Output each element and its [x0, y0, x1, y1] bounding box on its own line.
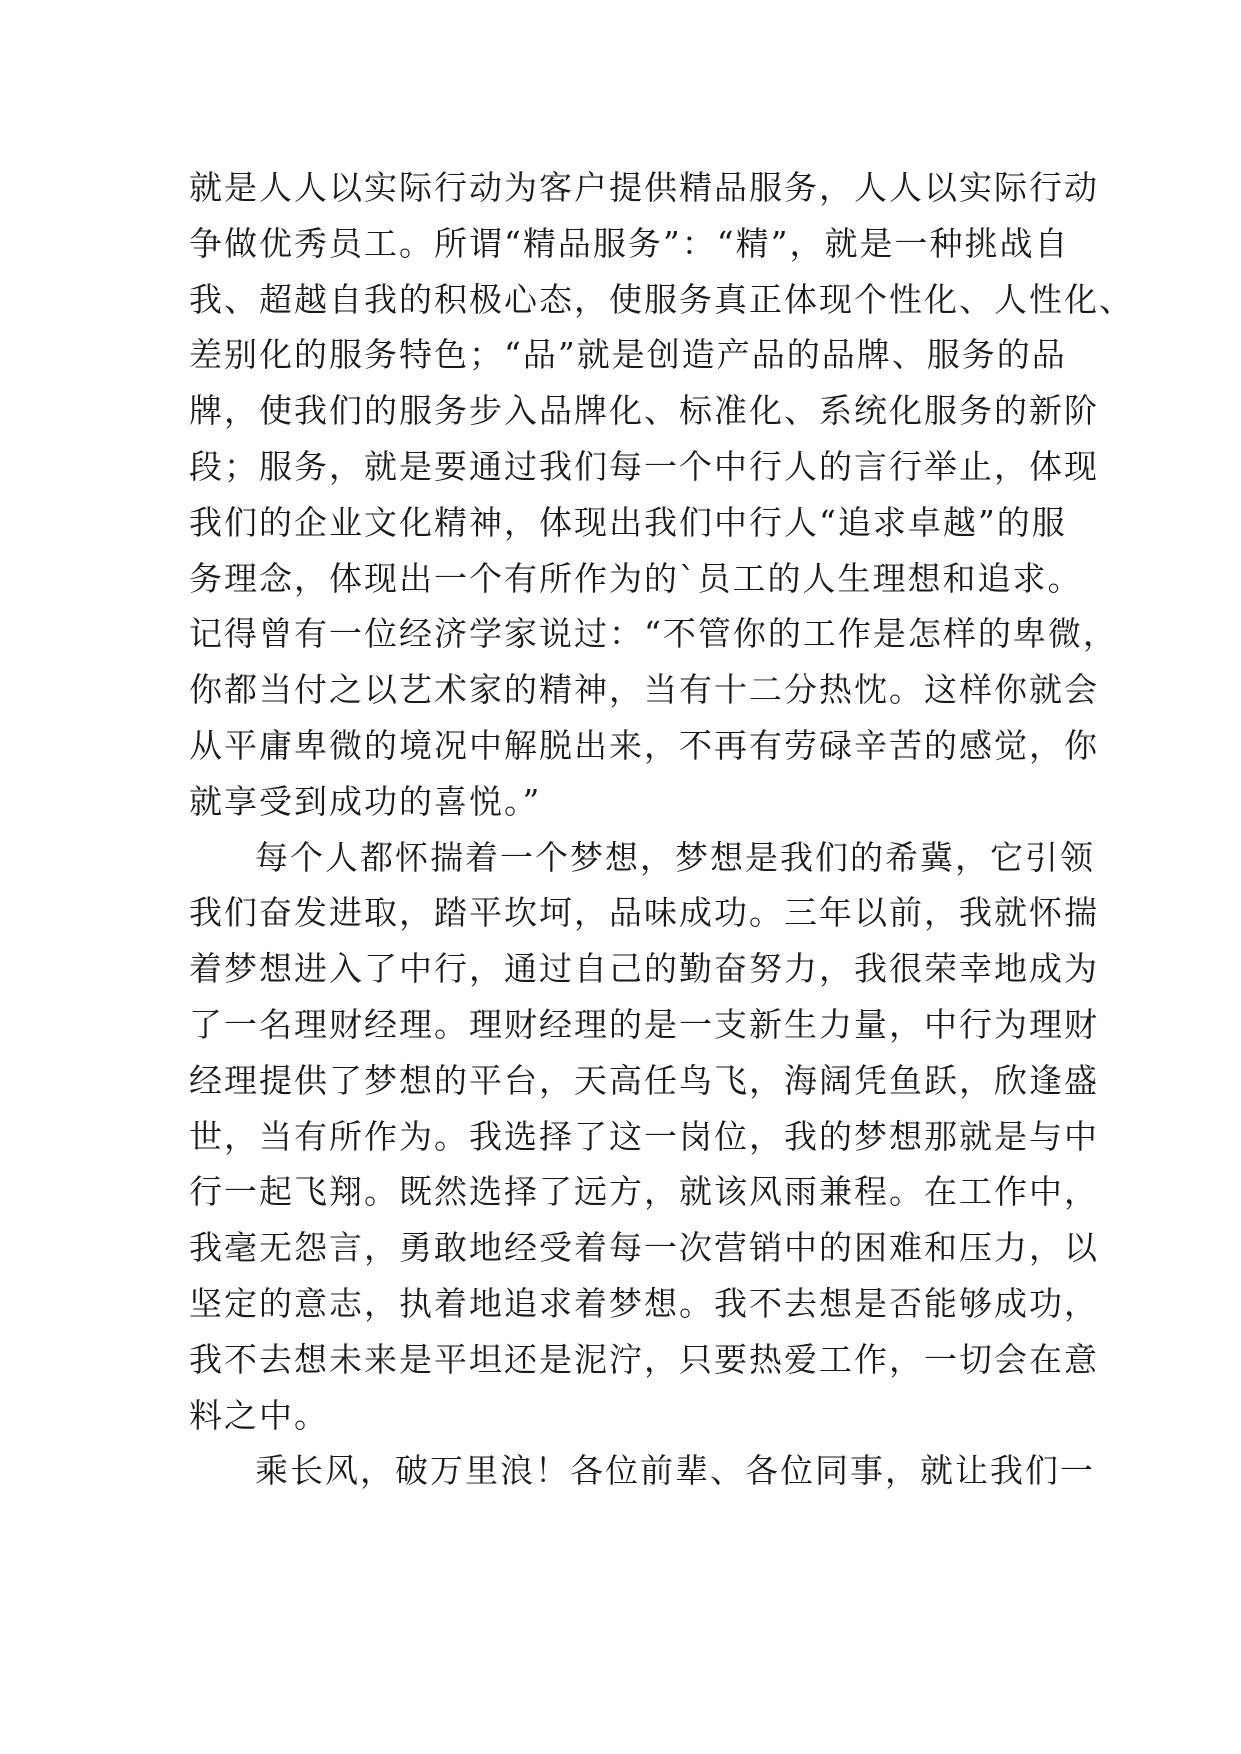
paragraph-start-line: 每个人都怀揣着一个梦想，梦想是我们的希冀，它引领 [255, 837, 1095, 877]
text-line: 坚定的意志，执着地追求着梦想。我不去想是否能够成功， [189, 1283, 1099, 1323]
text-line: 记得曾有一位经济学家说过：“不管你的工作是怎样的卑微， [189, 614, 1118, 654]
text-line: 差别化的服务特色；“品”就是创造产品的品牌、服务的品 [189, 335, 1067, 375]
text-line: 着梦想进入了中行，通过自己的勤奋努力，我很荣幸地成为 [189, 949, 1099, 989]
text-line: 牌，使我们的服务步入品牌化、标准化、系统化服务的新阶 [189, 391, 1099, 431]
text-line: 我、超越自我的积极心态，使服务真正体现个性化、人性化、 [189, 279, 1134, 319]
text-line: 行一起飞翔。既然选择了远方，就该风雨兼程。在工作中， [189, 1172, 1099, 1212]
text-line: 世，当有所作为。我选择了这一岗位，我的梦想那就是与中 [189, 1116, 1099, 1156]
text-line: 就是人人以实际行动为客户提供精品服务，人人以实际行动 [189, 168, 1099, 207]
paragraph-start-line: 乘长风，破万里浪！各位前辈、各位同事，就让我们一 [255, 1451, 1095, 1491]
text-line: 我们的企业文化精神，体现出我们中行人“追求卓越”的服 [189, 502, 1067, 542]
text-line: 经理提供了梦想的平台，天高任鸟飞，海阔凭鱼跃，欣逢盛 [189, 1060, 1099, 1100]
text-line: 我们奋发进取，踏平坎坷，品味成功。三年以前，我就怀揣 [189, 893, 1099, 933]
text-line: 段；服务，就是要通过我们每一个中行人的言行举止，体现 [189, 446, 1099, 486]
text-line: 了一名理财经理。理财经理的是一支新生力量，中行为理财 [189, 1004, 1099, 1044]
text-line: 我毫无怨言，勇敢地经受着每一次营销中的困难和压力，以 [189, 1228, 1099, 1268]
text-line: 我不去想未来是平坦还是泥泞，只要热爱工作，一切会在意 [189, 1339, 1099, 1379]
text-line: 就享受到成功的喜悦。” [189, 781, 542, 821]
text-line: 料之中。 [189, 1395, 329, 1435]
text-line: 务理念，体现出一个有所作为的`员工的人生理想和追求。 [189, 558, 1083, 598]
text-line: 从平庸卑微的境况中解脱出来，不再有劳碌辛苦的感觉，你 [189, 725, 1099, 765]
text-line: 争做优秀员工。所谓“精品服务”：“精”，就是一种挑战自 [189, 223, 1070, 263]
text-line: 你都当付之以艺术家的精神，当有十二分热忱。这样你就会 [189, 670, 1099, 710]
document-body [189, 160, 1134, 1499]
